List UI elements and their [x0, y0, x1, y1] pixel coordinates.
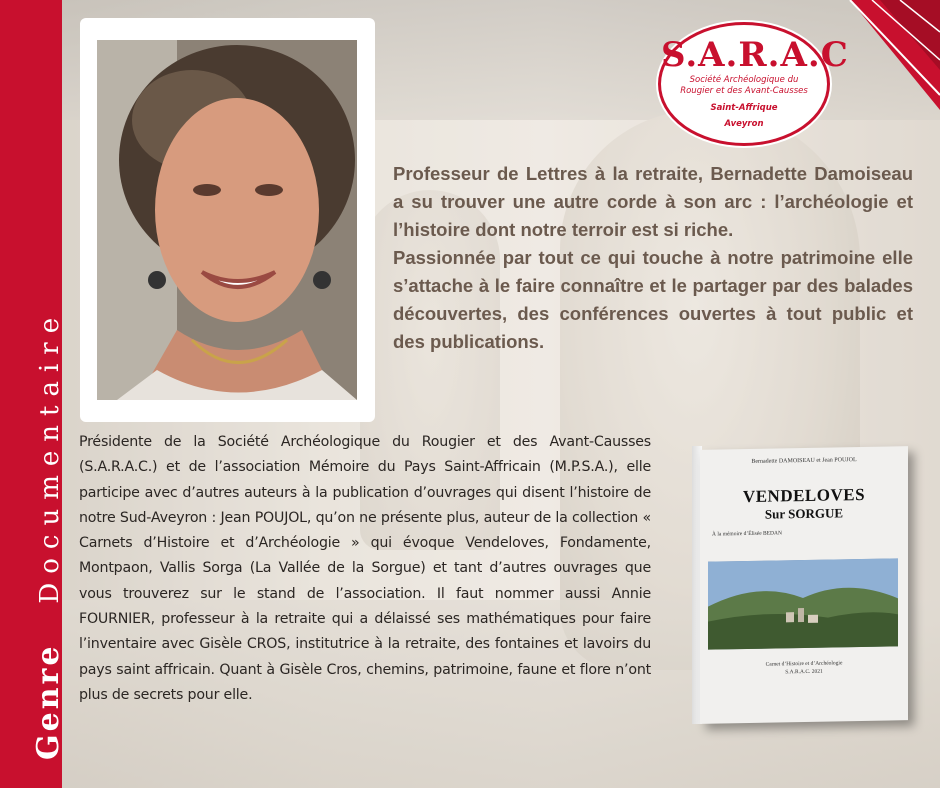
intro-paragraph-1: Professeur de Lettres à la retraite, Bernadette Damoiseau a su trouver une autre corde à son arc : l’archéologie et l’histoire dont notre terroir est si riche.	[393, 163, 913, 240]
genre-vertical-label	[31, 309, 66, 760]
book-dedication: À la mémoire d’Élisée BEDAN	[712, 530, 782, 538]
book-cover-photo	[708, 558, 898, 649]
intro-paragraph-2: Passionnée par tout ce qui touche à notre patrimoine elle s’attache à le faire connaître et le partager par des balades découvertes, des conférences ouvertes à tout public et des publications.	[393, 247, 913, 352]
genre-side-band	[0, 0, 66, 788]
logo-line-2: Rougier et des Avant-Causses	[680, 86, 808, 96]
logo-line-1: Société Archéologique du	[689, 75, 799, 85]
body-text: Présidente de la Société Archéologique du Rougier et des Avant-Causses (S.A.R.A.C.) et de l’association Mémoire du Pays Saint-Affricain (M.P.S.A.), elle participe avec d’autres auteurs à la publication d’ouvrages qui disent l’histoire de notre Sud-Aveyron : Jean POUJOL, qu’on ne présente plus, auteur de la collection « Carnets d’Histoire et d’Archéologie » qui évoque Vendeloves, Fondamente, Montpaon, Vallis Sorga (La Vallée de la Sorgue) et tant d’autres ouvrages que vous trouverez sur le stand de l’association. Il faut nommer aussi Annie FOURNIER, professeur à la retraite qui a délaissé ses mathématiques pour faire l’inventaire avec Gisèle CROS, institutrice à la retraite, des fontaines et lavoirs du pays saint affricain. Quant à Gisèle Cros, chemins, patrimoine, faune et flore n’ont plus de secrets pour elle.	[79, 434, 651, 703]
intro-text	[393, 160, 913, 356]
genre-label: Genre	[31, 643, 66, 760]
book-colophon-line-1: Carnet d’Histoire et d’Archéologie	[765, 660, 843, 668]
sarac-logo	[658, 22, 849, 146]
book-title: VENDELOVES	[742, 484, 866, 507]
book-colophon	[700, 658, 908, 678]
book-colophon-line-2: S.A.R.A.C. 2021	[785, 668, 823, 676]
portrait-illustration	[97, 40, 357, 400]
village-landscape-illustration	[708, 558, 898, 649]
category-label: Documentaire	[35, 308, 65, 604]
book-authors: Bernadette DAMOISEAU et Jean POUJOL	[751, 457, 857, 465]
book-cover	[700, 446, 908, 724]
logo-place-2: Aveyron	[724, 119, 764, 129]
portrait-photo	[97, 40, 357, 400]
logo-acronym: S.A.R.A.C	[661, 35, 849, 75]
book-subtitle: Sur SORGUE	[764, 505, 844, 522]
logo-place-1: Saint-Affrique	[710, 103, 778, 113]
